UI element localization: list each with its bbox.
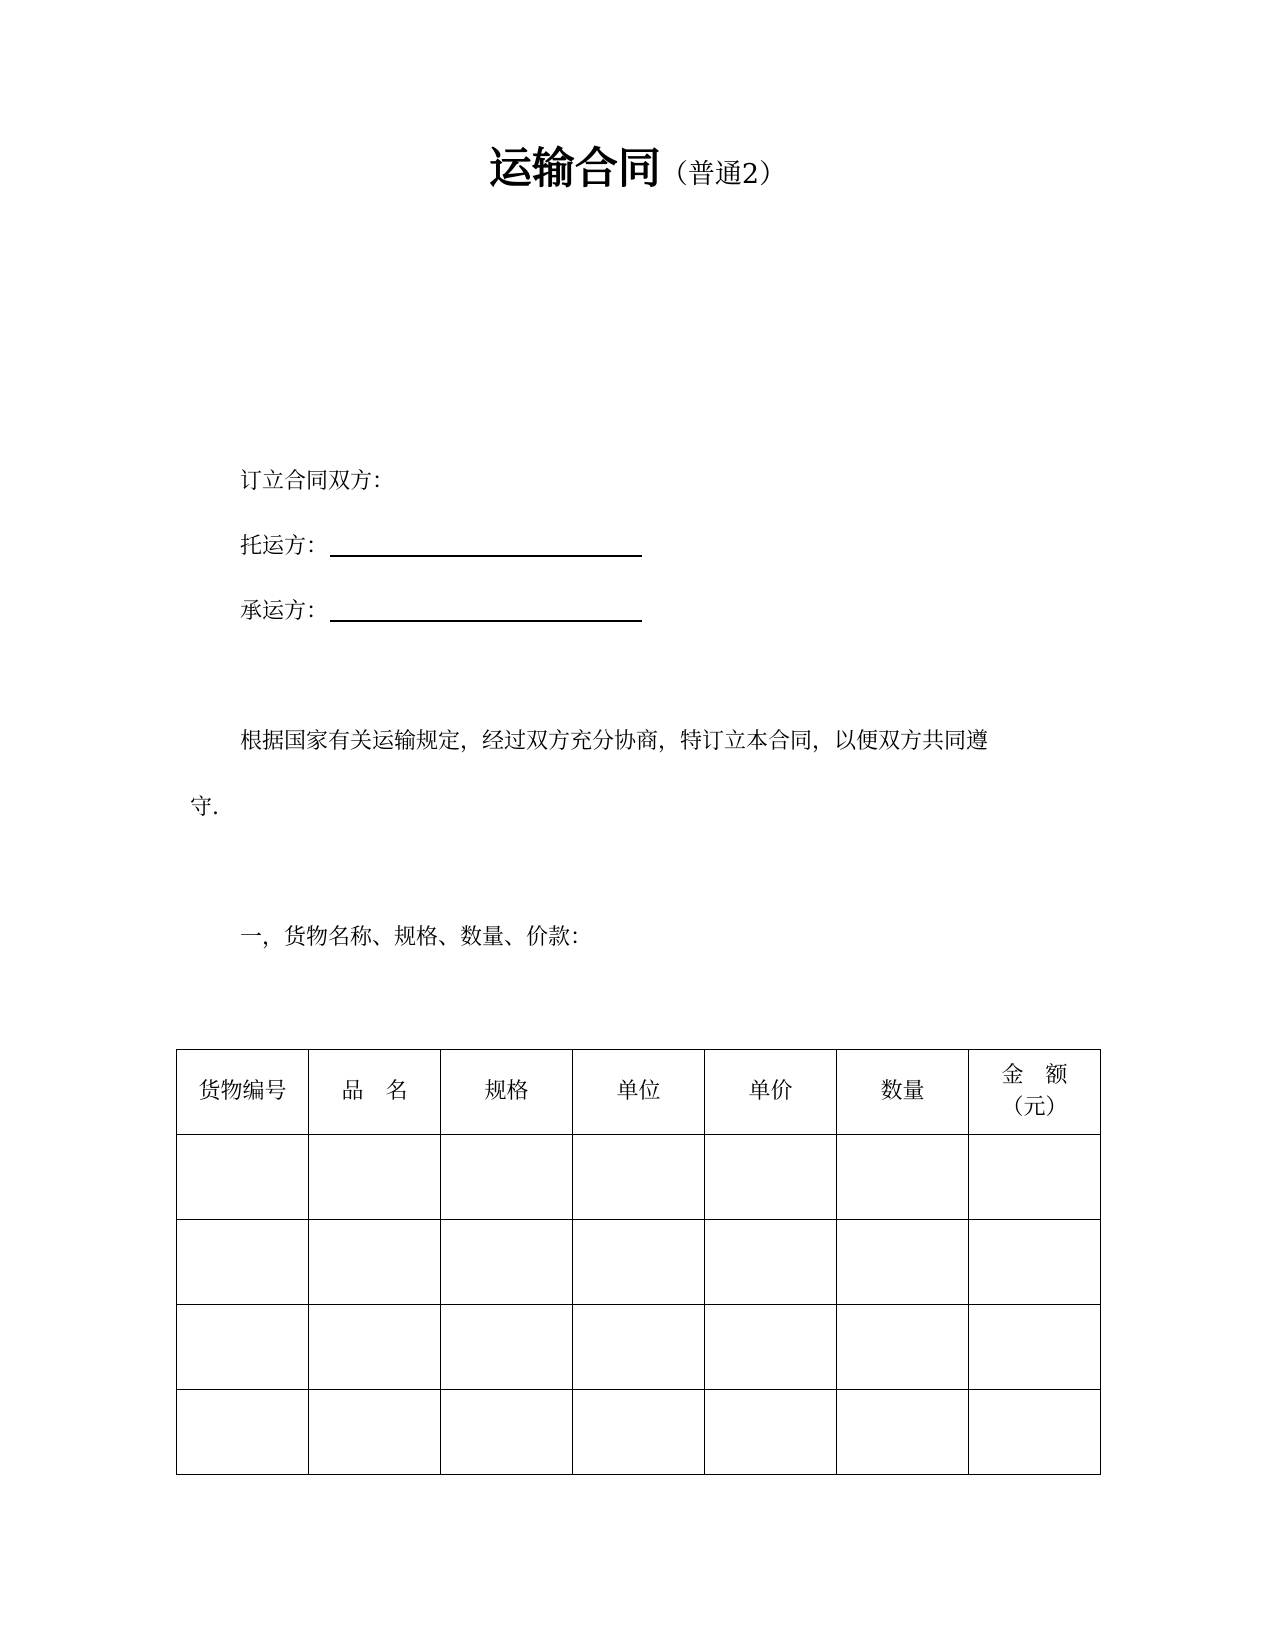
table-cell — [441, 1390, 573, 1475]
header-unit: 单位 — [573, 1050, 705, 1135]
title-subtitle: （普通2） — [660, 159, 787, 190]
table-cell — [837, 1390, 969, 1475]
table-cell — [705, 1135, 837, 1220]
header-amount-line-1: 金 额 — [1001, 1063, 1068, 1089]
header-amount-line-2: （元） — [1001, 1095, 1068, 1120]
table-cell — [573, 1305, 705, 1390]
section-1-heading: 一，货物名称、规格、数量、价款： — [240, 925, 593, 950]
header-goods-number: 货物编号 — [177, 1050, 309, 1135]
carrier-label: 承运方： — [240, 599, 329, 624]
table-cell — [309, 1305, 441, 1390]
table-cell — [969, 1390, 1101, 1475]
table-cell — [177, 1135, 309, 1220]
table-cell — [837, 1220, 969, 1305]
table-cell — [177, 1305, 309, 1390]
table-cell — [573, 1220, 705, 1305]
goods-table — [176, 1049, 1101, 1475]
table-cell — [705, 1305, 837, 1390]
table-cell — [969, 1220, 1101, 1305]
header-amount — [969, 1050, 1101, 1135]
consignor-blank — [330, 554, 642, 557]
header-quantity: 数量 — [837, 1050, 969, 1135]
table-cell — [441, 1135, 573, 1220]
consignor-line — [240, 536, 642, 558]
table-row — [177, 1220, 1101, 1305]
preamble-line-1: 根据国家有关运输规定，经过双方充分协商，特订立本合同，以便双方共同遵 — [240, 729, 989, 754]
preamble-line-2: 守. — [190, 795, 219, 820]
table-cell — [309, 1220, 441, 1305]
table-row — [177, 1305, 1101, 1390]
table-cell — [573, 1135, 705, 1220]
table-cell — [177, 1220, 309, 1305]
carrier-blank — [330, 619, 642, 622]
table-cell — [573, 1390, 705, 1475]
carrier-line — [240, 601, 642, 623]
table-cell — [309, 1135, 441, 1220]
table-cell — [969, 1135, 1101, 1220]
page-title — [0, 144, 1275, 194]
title-main: 运输合同 — [488, 144, 661, 194]
table-cell — [309, 1390, 441, 1475]
table-cell — [705, 1390, 837, 1475]
table-row — [177, 1135, 1101, 1220]
table-cell — [441, 1305, 573, 1390]
table-cell — [837, 1135, 969, 1220]
table-row — [177, 1390, 1101, 1475]
table-cell — [969, 1305, 1101, 1390]
table-cell — [705, 1220, 837, 1305]
table-cell — [837, 1305, 969, 1390]
consignor-label: 托运方： — [240, 534, 329, 559]
goods-table-header-row — [177, 1050, 1101, 1135]
header-specification: 规格 — [441, 1050, 573, 1135]
table-cell — [177, 1390, 309, 1475]
header-product-name: 品 名 — [309, 1050, 441, 1135]
header-unit-price: 单价 — [705, 1050, 837, 1135]
parties-intro: 订立合同双方： — [240, 469, 395, 494]
table-cell — [441, 1220, 573, 1305]
